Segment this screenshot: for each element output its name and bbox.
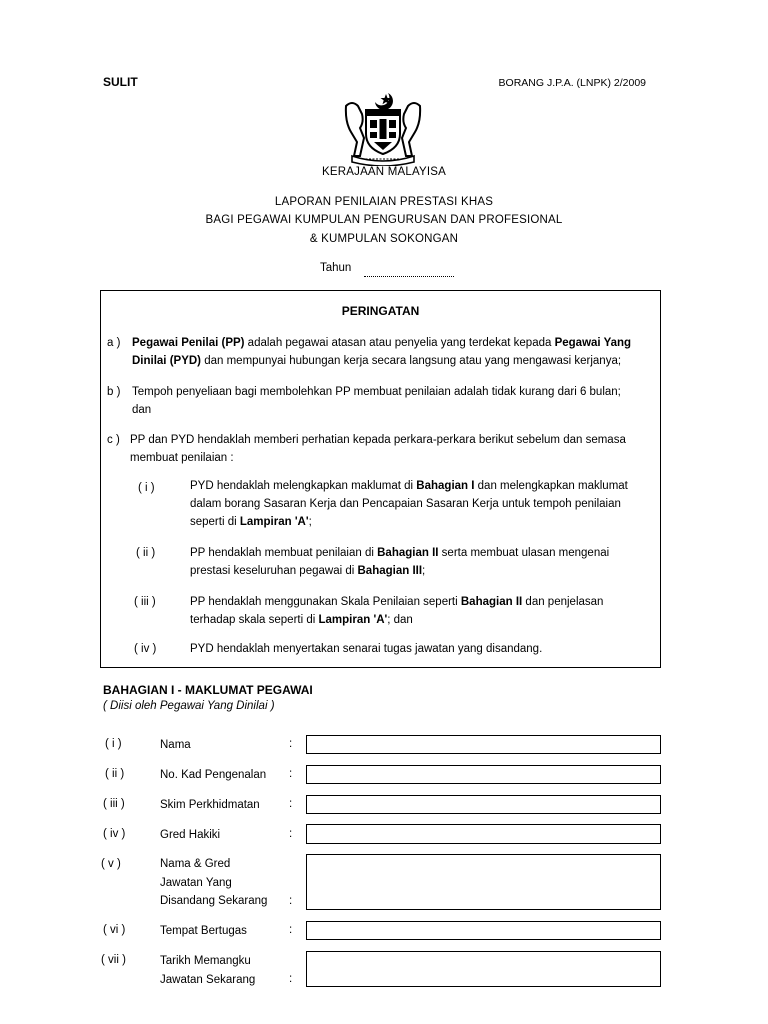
year-label: Tahun	[320, 262, 352, 274]
field-colon: :	[289, 738, 293, 750]
field-colon: :	[289, 798, 293, 810]
field-label-location: Tempat Bertugas	[160, 925, 247, 937]
item-c-label: c )	[107, 434, 120, 446]
warning-title: PERINGATAN	[341, 304, 420, 318]
field-number: ( i )	[105, 738, 122, 750]
field-colon: :	[289, 973, 293, 985]
field-label-grade: Gred Hakiki	[160, 829, 221, 841]
subitem-ii-label: ( ii )	[136, 547, 156, 559]
header-sulit: SULIT	[103, 75, 138, 89]
field-number: ( v )	[101, 858, 121, 870]
field-colon: :	[289, 828, 293, 840]
item-b-label: b )	[107, 386, 121, 398]
section-title: BAHAGIAN I - MAKLUMAT PEGAWAI	[103, 683, 313, 697]
current-position-input[interactable]	[306, 854, 661, 910]
field-colon: :	[289, 768, 293, 780]
subitem-i-text: PYD hendaklah melengkapkan maklumat di Bahagian I dan melengkapkan maklumat dalam borang Sasaran Kerja dan Pencapaian Sasaran Kerja untuk tempoh penilaian seperti di Lampiran 'A';	[190, 480, 628, 528]
acting-date-input[interactable]	[306, 951, 661, 987]
subitem-iii-text: PP hendaklah menggunakan Skala Penilaian seperti Bahagian II dan penjelasan terhadap skala seperti di Lampiran 'A'; dan	[190, 596, 604, 626]
field-colon: :	[289, 924, 293, 936]
field-colon: :	[289, 895, 293, 907]
work-location-input[interactable]	[306, 921, 661, 940]
year-field[interactable]	[364, 276, 454, 277]
field-number: ( iv )	[103, 828, 126, 840]
field-label-nama: Nama	[160, 739, 191, 751]
subitem-ii-text: PP hendaklah membuat penilaian di Bahagian II serta membuat ulasan mengenai prestasi keseluruhan pegawai di Bahagian III;	[190, 547, 610, 577]
field-label-acting-date: Tarikh Memangku Jawatan Sekarang	[160, 955, 256, 986]
report-title-line1: LAPORAN PENILAIAN PRESTASI KHAS	[274, 196, 494, 208]
nama-input[interactable]	[306, 735, 661, 754]
item-a-text: Pegawai Penilai (PP) adalah pegawai atasan atau penyelia yang terdekat kepada Pegawai Yang Dinilai (PYD) dan mempunyai hubungan kerja secara langsung atau yang mengawasi kerjanya;	[132, 337, 632, 367]
subitem-iv-text: PYD hendaklah menyertakan senarai tugas jawatan yang disandang.	[190, 643, 543, 655]
grade-input[interactable]	[306, 824, 661, 844]
field-label-scheme: Skim Perkhidmatan	[160, 799, 260, 811]
subitem-iii-label: ( iii )	[134, 596, 156, 608]
field-number: ( vi )	[103, 924, 126, 936]
coat-of-arms-icon	[338, 88, 428, 166]
item-a-label: a )	[107, 337, 121, 349]
ic-number-input[interactable]	[306, 765, 661, 784]
item-b-text: Tempoh penyeliaan bagi membolehkan PP membuat penilaian adalah tidak kurang dari 6 bulan; dan	[132, 386, 621, 416]
field-number: ( iii )	[103, 798, 125, 810]
section-subtitle: ( Diisi oleh Pegawai Yang Dinilai )	[103, 700, 275, 712]
service-scheme-input[interactable]	[306, 795, 661, 814]
field-number: ( ii )	[105, 768, 125, 780]
form-code: BORANG J.P.A. (LNPK) 2/2009	[498, 77, 646, 89]
government-name: KERAJAAN MALAYISA	[322, 166, 446, 178]
item-c-text: PP dan PYD hendaklah memberi perhatian kepada perkara-perkara berikut sebelum dan semasa membuat penilaian :	[130, 434, 626, 464]
field-label-position: Nama & Gred Jawatan Yang Disandang Sekarang	[160, 858, 268, 907]
field-number: ( vii )	[101, 954, 126, 966]
report-title-line2: BAGI PEGAWAI KUMPULAN PENGURUSAN DAN PROFESIONAL	[205, 214, 563, 226]
subitem-i-label: ( i )	[138, 482, 155, 494]
subitem-iv-label: ( iv )	[134, 643, 157, 655]
report-title-line3: & KUMPULAN SOKONGAN	[309, 233, 459, 245]
field-label-ic: No. Kad Pengenalan	[160, 769, 267, 781]
